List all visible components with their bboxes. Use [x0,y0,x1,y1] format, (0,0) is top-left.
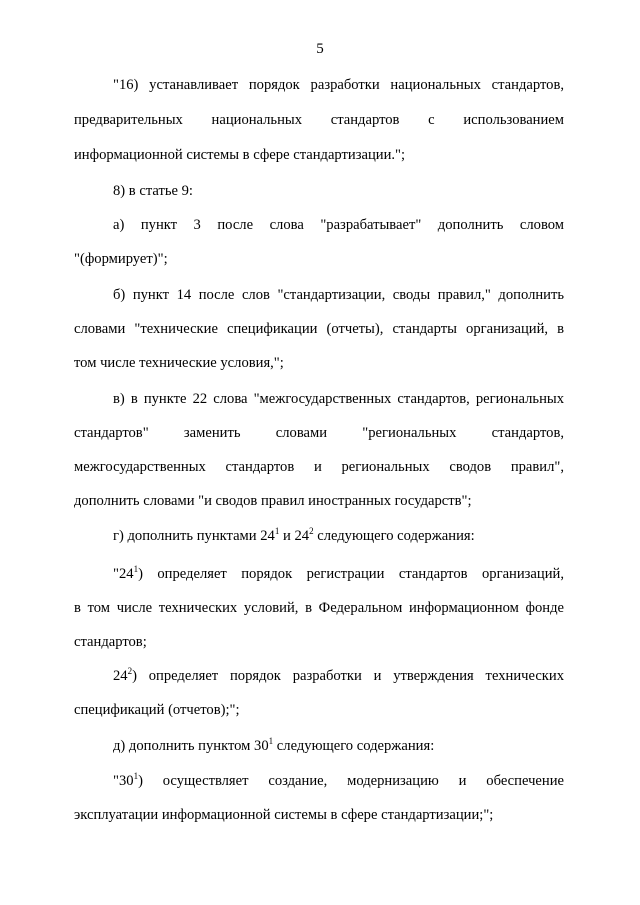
text-line [74,633,564,651]
text-segment: "30 [113,773,134,789]
text-segment: в том числе технических условий, в Федеральном информационном фонде [74,600,564,616]
text-line [113,182,564,200]
text-segment: 24 [113,668,128,684]
text-segment: словами "технические спецификации (отчеты), стандарты организаций, в [74,321,564,337]
text-segment: г) дополнить пунктами 24 [113,528,275,544]
text-segment: предварительных национальных стандартов с использованием [74,112,564,128]
text-line [74,146,564,164]
text-segment: и 24 [279,528,310,544]
text-line [74,599,564,617]
text-line [113,76,564,94]
text-segment: д) дополнить пунктом 30 [113,738,269,754]
superscript: 1 [133,771,139,781]
text-line [74,458,564,476]
text-line [113,737,564,755]
text-line [74,806,564,824]
text-segment: следующего содержания: [313,528,475,544]
text-segment: стандартов" заменить словами "региональных стандартов, [74,425,564,441]
text-segment: "(формирует)"; [74,251,168,267]
text-line [74,320,564,338]
text-line [113,216,564,234]
superscript: 1 [268,736,274,746]
text-segment: "24 [113,566,134,582]
text-line [113,527,564,545]
text-line [74,111,564,129]
text-line [74,250,564,268]
superscript: 2 [127,666,133,676]
text-line [113,565,564,583]
text-line [113,286,564,304]
text-segment: "16) устанавливает порядок разработки национальных стандартов, [113,77,564,93]
text-line [74,354,564,372]
text-line [74,424,564,442]
text-segment: том числе технические условия,"; [74,355,284,371]
page-number: 5 [316,41,324,57]
text-segment: а) пункт 3 после слова "разрабатывает" дополнить словом [113,217,564,233]
text-segment: в) в пункте 22 слова "межгосударственных стандартов, региональных [113,391,564,407]
text-segment: ) определяет порядок регистрации стандартов организаций, [138,566,564,582]
text-segment: ) определяет порядок разработки и утверждения технических [132,668,564,684]
text-segment: дополнить словами "и сводов правил иностранных государств"; [74,493,472,509]
text-segment: б) пункт 14 после слов "стандартизации, своды правил," дополнить [113,287,564,303]
text-line [113,667,564,685]
text-line [113,390,564,408]
superscript: 1 [133,564,139,574]
text-line [74,492,564,510]
text-segment: спецификаций (отчетов);"; [74,702,240,718]
text-segment: стандартов; [74,634,147,650]
text-segment: следующего содержания: [273,738,435,754]
text-line [113,772,564,790]
text-segment: информационной системы в сфере стандартизации."; [74,147,406,163]
superscript: 1 [274,526,280,536]
text-segment: 8) в статье 9: [113,183,193,199]
superscript: 2 [309,526,314,536]
text-segment: межгосударственных стандартов и региональных сводов правил", [74,459,564,475]
text-line [74,701,564,719]
text-segment: эксплуатации информационной системы в сфере стандартизации;"; [74,807,494,823]
text-segment: ) осуществляет создание, модернизацию и обеспечение [138,773,564,789]
